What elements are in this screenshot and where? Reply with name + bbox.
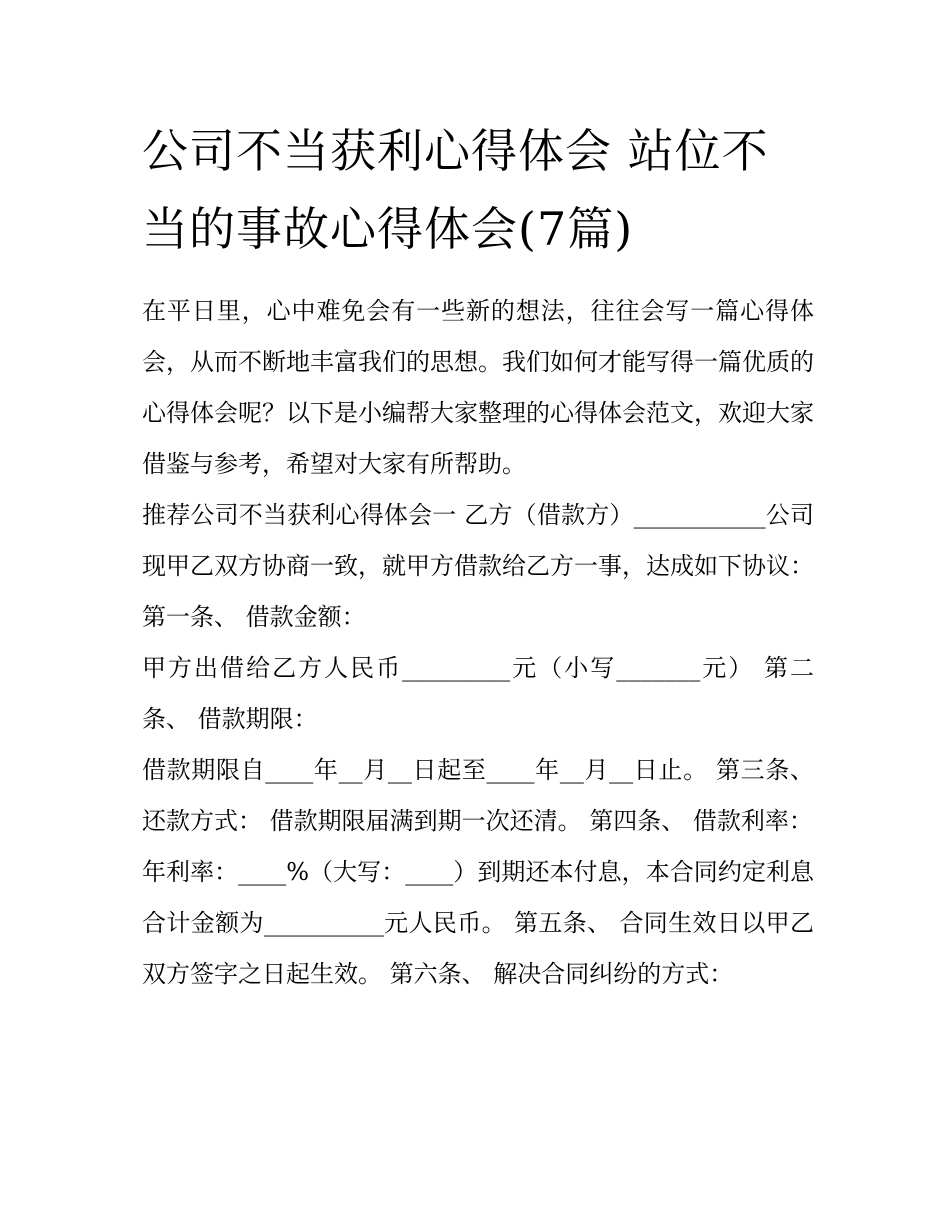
document-page bbox=[142, 112, 814, 1000]
intro-paragraph: 在平日里，心中难免会有一些新的想法，往往会写一篇心得体会，从而不断地丰富我们的思想。我们如何才能写得一篇优质的心得体会呢？以下是小编帮大家整理的心得体会范文，欢迎大家借鉴与参考，希望对大家有所帮助。 bbox=[142, 297, 814, 478]
body-paragraph: 甲方出借给乙方人民币_________元（小写_______元） 第二条、 借款期限： bbox=[142, 654, 814, 733]
document-title: 公司不当获利心得体会 站位不当的事故心得体会(7篇) bbox=[142, 124, 769, 256]
body-paragraph: 推荐公司不当获利心得体会一 乙方（借款方）___________公司 现甲乙双方协商一致，就甲方借款给乙方一事，达成如下协议： 第一条、 借款金额： bbox=[142, 501, 814, 631]
body-paragraph: 年利率：____%（大写：____）到期还本付息，本合同约定利息合计金额为__________元人民币。 第五条、 合同生效日以甲乙双方签字之日起生效。 第六条、 解决合同纠纷的方式： bbox=[142, 858, 814, 988]
body-paragraph: 借款期限自____年__月__日起至____年__月__日止。 第三条、 还款方式： 借款期限届满到期一次还清。 第四条、 借款利率： bbox=[142, 756, 814, 835]
